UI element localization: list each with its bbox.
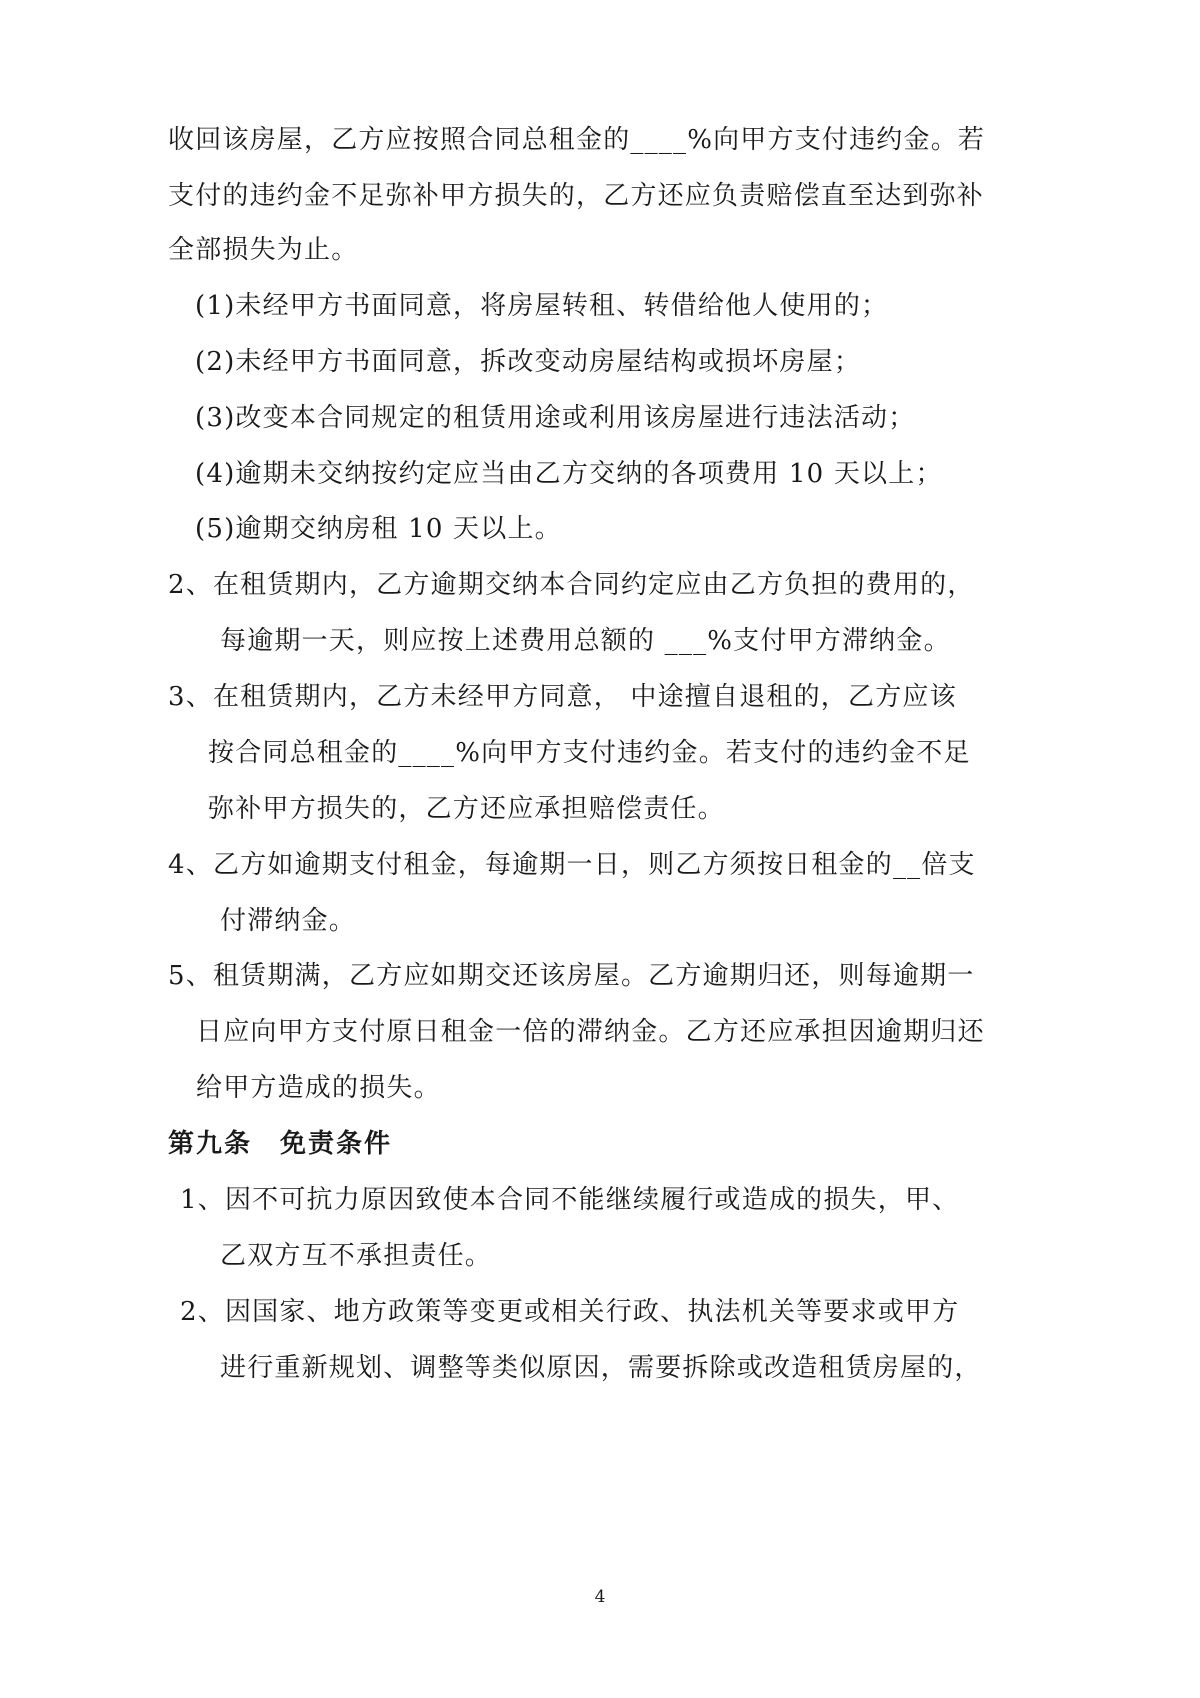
clause-5-continued: 给甲方造成的损失。: [196, 1073, 441, 1103]
section-heading: 第九条 免责条件: [168, 1129, 393, 1159]
clause-5: 5、租赁期满，乙方应如期交还该房屋。乙方逾期归还，则每逾期一: [168, 961, 975, 991]
paragraph-line: 支付的违约金不足弥补甲方损失的，乙方还应负责赔偿直至达到弥补: [168, 181, 985, 211]
list-item-3: (3)改变本合同规定的租赁用途或利用该房屋进行违法活动；: [195, 403, 916, 433]
list-item-2: (2)未经甲方书面同意，拆改变动房屋结构或损坏房屋；: [195, 347, 862, 377]
clause-4-continued: 付滞纳金。: [220, 906, 357, 936]
paragraph-line: 全部损失为止。: [168, 235, 359, 265]
exemption-clause-1: 1、因不可抗力原因致使本合同不能继续履行或造成的损失，甲、: [180, 1185, 960, 1215]
clause-3: 3、在租赁期内，乙方未经甲方同意， 中途擅自退租的，乙方应该: [168, 682, 957, 712]
exemption-clause-2: 2、因国家、地方政策等变更或相关行政、执法机关等要求或甲方: [180, 1297, 960, 1327]
page-number: 4: [594, 1587, 606, 1607]
list-item-5: (5)逾期交纳房租 10 天以上。: [195, 514, 562, 544]
list-item-4: (4)逾期未交纳按约定应当由乙方交纳的各项费用 10 天以上；: [195, 459, 943, 489]
exemption-clause-1-continued: 乙双方互不承担责任。: [220, 1241, 493, 1271]
clause-3-continued: 按合同总租金的____%向甲方支付违约金。若支付的违约金不足: [208, 738, 971, 768]
exemption-clause-2-continued: 进行重新规划、调整等类似原因，需要拆除或改造租赁房屋的，: [220, 1353, 982, 1383]
clause-2: 2、在租赁期内，乙方逾期交纳本合同约定应由乙方负担的费用的，: [168, 570, 975, 600]
paragraph-line: 收回该房屋，乙方应按照合同总租金的____%向甲方支付违约金。若: [168, 125, 986, 155]
list-item-1: (1)未经甲方书面同意，将房屋转租、转借给他人使用的；: [195, 291, 889, 321]
clause-5-continued: 日应向甲方支付原日租金一倍的滞纳金。乙方还应承担因逾期归还: [196, 1017, 985, 1047]
clause-2-continued: 每逾期一天，则应按上述费用总额的 ___%支付甲方滞纳金。: [220, 626, 951, 656]
clause-4: 4、乙方如逾期支付租金，每逾期一日，则乙方须按日租金的__倍支: [168, 850, 976, 880]
clause-3-continued: 弥补甲方损失的，乙方还应承担赔偿责任。: [208, 794, 725, 824]
